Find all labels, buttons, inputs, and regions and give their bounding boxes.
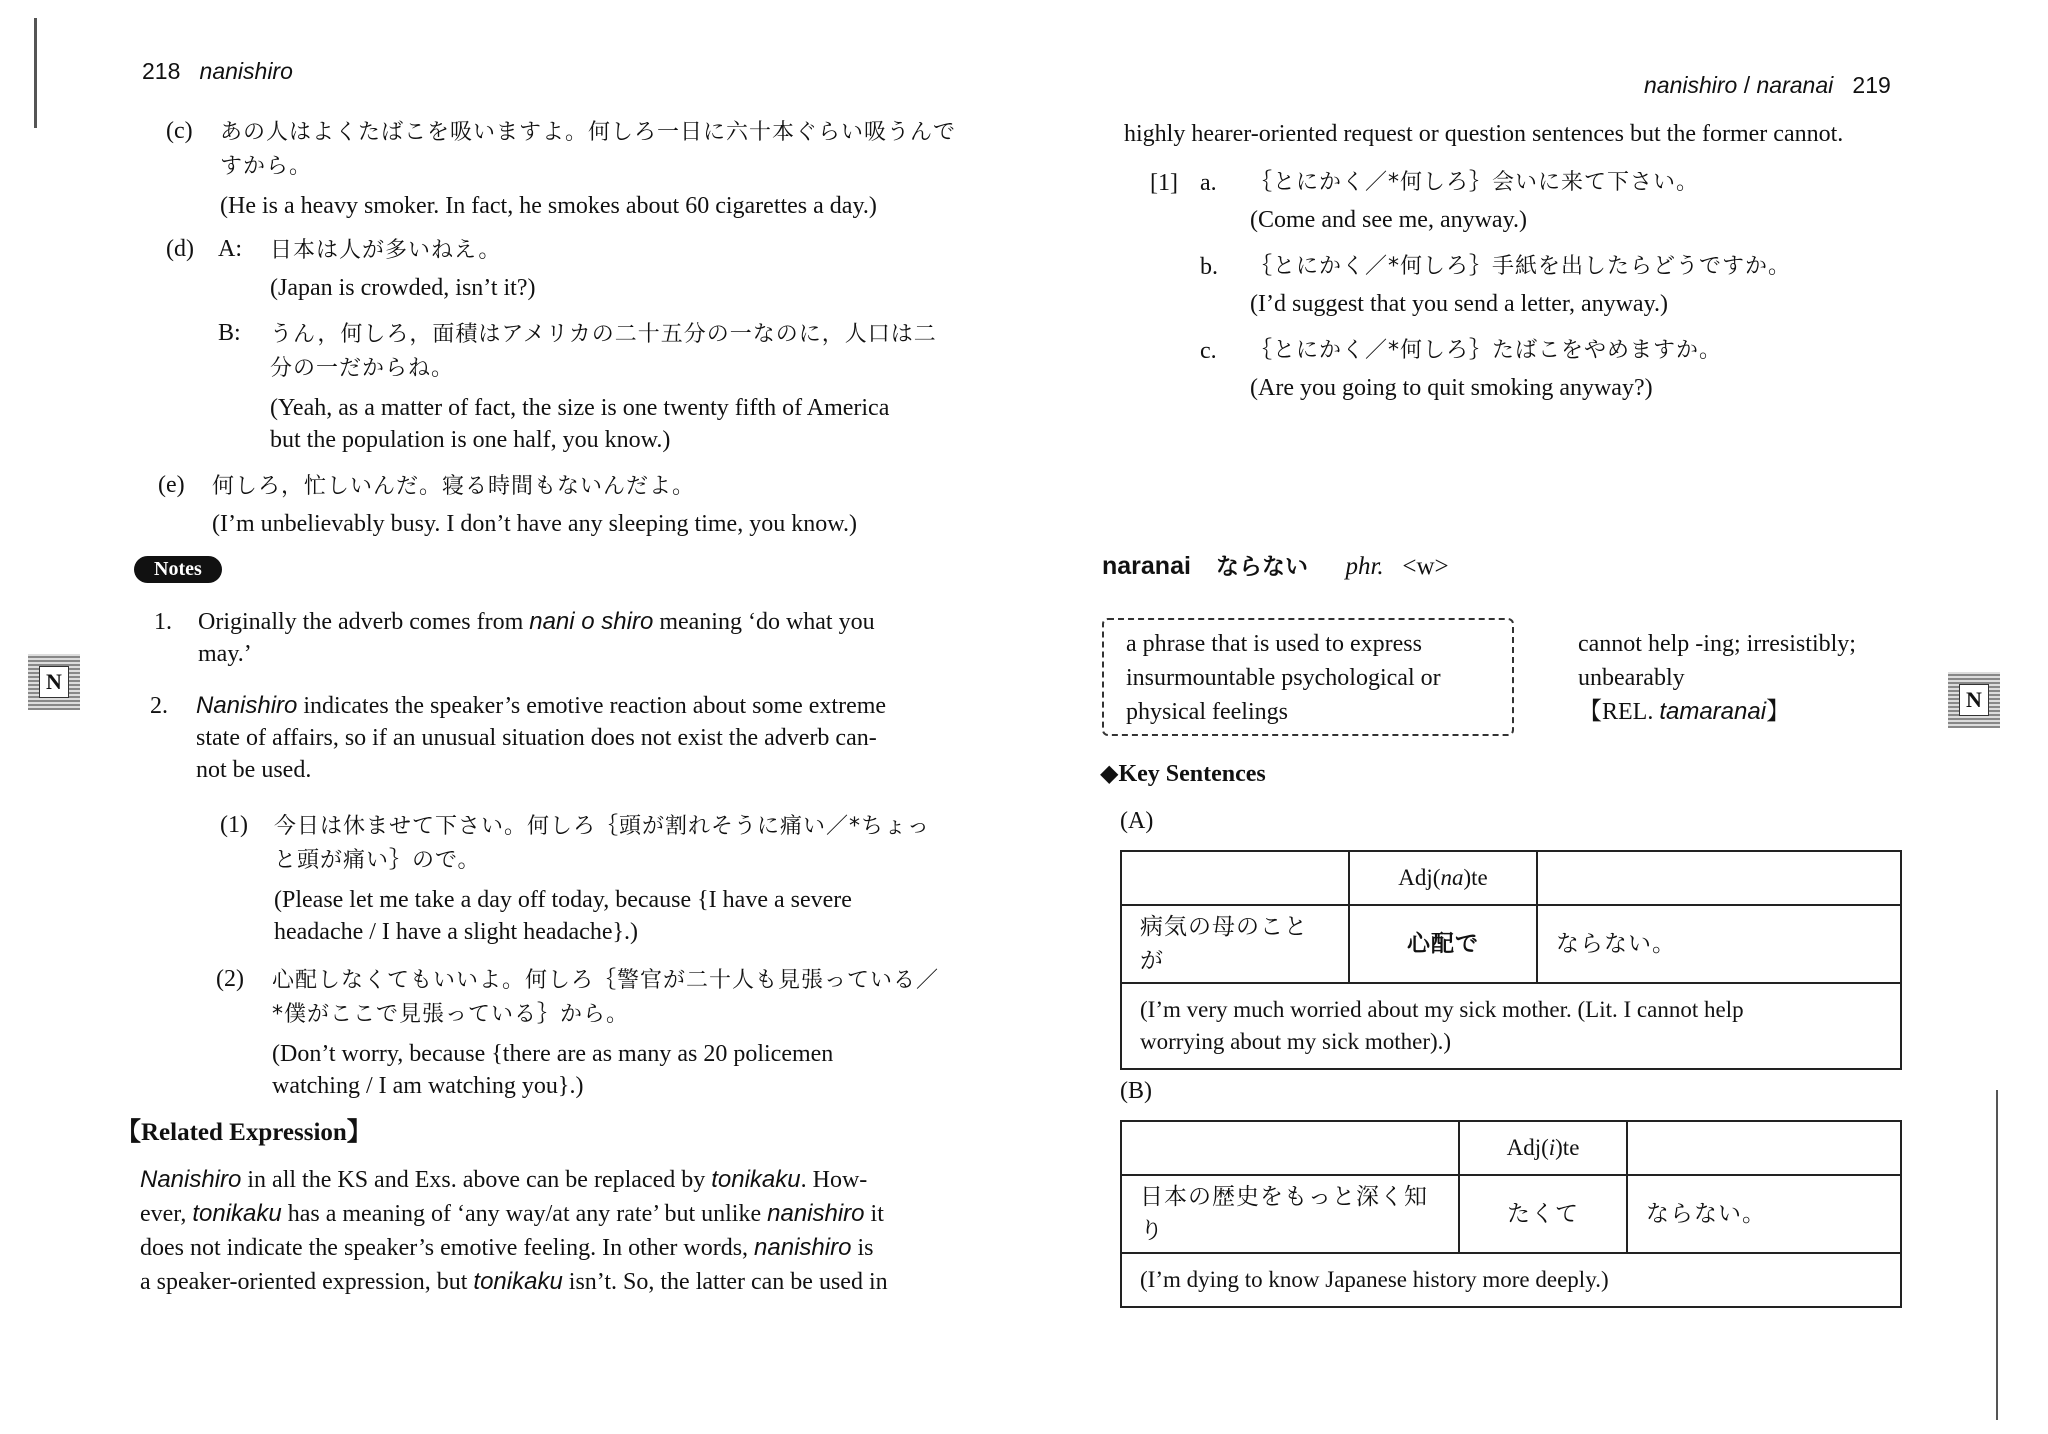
- key-sentence-table-a: [1120, 850, 1902, 1070]
- definition-line: physical feelings: [1126, 699, 1288, 725]
- example-jp: うん，何しろ，面積はアメリカの二十五分の一なのに，人口は二: [270, 322, 937, 347]
- translation-cell: (I’m dying to know Japanese history more deeply.): [1121, 1253, 1901, 1307]
- table-header-cell: Adj(i)te: [1459, 1121, 1627, 1175]
- sub-example-jp: 今日は休ませて下さい。何しろ｛頭が割れそうに痛い／*ちょっ: [274, 814, 931, 839]
- headword: naranai: [1102, 552, 1191, 580]
- table-cell: 日本の歴史をもっと深く知り: [1121, 1175, 1459, 1253]
- right-page: [1024, 0, 2048, 1434]
- related-text: a speaker-oriented expression, but tonikaku isn’t. So, the latter can be used in: [140, 1268, 888, 1295]
- example-jp: 日本は人が多いねえ。: [270, 238, 502, 263]
- table-cell: [1627, 1121, 1901, 1175]
- example-label: (d): [166, 236, 194, 262]
- note-text: state of affairs, so if an unusual situation does not exist the adverb can-: [196, 725, 877, 751]
- note-text: Nanishiro indicates the speaker’s emotive reaction about some extreme: [196, 692, 887, 719]
- register-tag: <w>: [1402, 553, 1449, 580]
- definition-line: insurmountable psychological or: [1126, 665, 1441, 691]
- table-cell: ならない。: [1537, 905, 1901, 983]
- continuation-text: highly hearer-oriented request or question sentences but the former cannot.: [1124, 121, 1844, 147]
- sub-example-en: watching / I am watching you}.): [272, 1073, 584, 1099]
- table-cell: たくて: [1459, 1175, 1627, 1253]
- right-header: nanishiro / naranai 219: [1644, 72, 1891, 98]
- sub-example-en: (Don’t worry, because {there are as many as 20 policemen: [272, 1041, 834, 1067]
- example-en: (Are you going to quit smoking anyway?): [1250, 375, 1653, 401]
- example-label: b.: [1200, 254, 1218, 280]
- table-cell: [1121, 1121, 1459, 1175]
- definition-line: a phrase that is used to express: [1126, 631, 1422, 657]
- example-en: (I’m unbelievably busy. I don’t have any sleeping time, you know.): [212, 511, 857, 537]
- example-en: (Come and see me, anyway.): [1250, 207, 1528, 233]
- key-sentence-label: (B): [1120, 1078, 1152, 1104]
- speaker-label: A:: [218, 236, 242, 262]
- thumb-index-letter: N: [39, 666, 69, 698]
- sub-example-en: headache / I have a slight headache}.): [274, 919, 638, 945]
- example-jp: あの人はよくたばこを吸いますよ。何しろ一日に六十本ぐらい吸うんで: [220, 120, 957, 145]
- part-of-speech: phr.: [1345, 553, 1384, 580]
- example-jp: ｛とにかく／*何しろ｝会いに来て下さい。: [1250, 170, 1700, 195]
- table-header-cell: Adj(na)te: [1349, 851, 1537, 905]
- translation-cell: (I’m very much worried about my sick mother. (Lit. I cannot help worrying about my sick mother).): [1121, 983, 1901, 1069]
- sub-example-label: (2): [216, 966, 244, 992]
- thumb-index-letter: N: [1959, 684, 1989, 716]
- example-en: (I’d suggest that you send a letter, anyway.): [1250, 291, 1669, 317]
- speaker-label: B:: [218, 320, 241, 346]
- entry-head: [1102, 548, 1449, 581]
- page-number: 219: [1852, 72, 1891, 98]
- notes-badge: Notes: [134, 556, 222, 583]
- sub-example-jp: 心配しなくてもいいよ。何しろ｛警官が二十人も見張っている／: [272, 968, 940, 993]
- sub-example-en: (Please let me take a day off today, because {I have a severe: [274, 887, 852, 913]
- gloss-text: unbearably: [1578, 665, 1685, 691]
- table-cell: ならない。: [1627, 1175, 1901, 1253]
- key-sentences-heading: ◆Key Sentences: [1100, 761, 1266, 787]
- related-text: Nanishiro in all the KS and Exs. above can be replaced by tonikaku. How-: [140, 1166, 868, 1193]
- table-cell: 病気の母のことが: [1121, 905, 1349, 983]
- related-entry: 【REL. tamaranai】: [1578, 698, 1791, 725]
- example-en: but the population is one half, you know.): [270, 427, 671, 453]
- example-en: (Yeah, as a matter of fact, the size is one twenty fifth of America: [270, 395, 890, 421]
- definition-box: [1102, 618, 1514, 736]
- thumb-index-tab: [28, 654, 80, 710]
- key-sentence-label: (A): [1120, 808, 1154, 834]
- page-number: 218: [142, 58, 181, 84]
- thumb-index-tab: [1948, 672, 2000, 728]
- note-number: 1.: [154, 609, 172, 635]
- example-jp: すから。: [220, 154, 313, 179]
- sub-example-jp: と頭が痛い｝ので。: [274, 848, 481, 873]
- related-heading: 【Related Expression】: [116, 1119, 372, 1146]
- table-cell: [1121, 851, 1349, 905]
- example-label: (e): [158, 472, 185, 498]
- related-text: ever, tonikaku has a meaning of ‘any way/at any rate’ but unlike nanishiro it: [140, 1200, 884, 1227]
- key-sentence-table-b: [1120, 1120, 1902, 1308]
- example-jp: ｛とにかく／*何しろ｝たばこをやめますか。: [1250, 338, 1723, 363]
- note-number: 2.: [150, 693, 168, 719]
- table-cell: [1537, 851, 1901, 905]
- example-en: (Japan is crowded, isn’t it?): [270, 275, 536, 301]
- note-text: not be used.: [196, 757, 312, 783]
- table-cell: 心配で: [1349, 905, 1537, 983]
- running-head: nanishiro: [199, 58, 293, 84]
- note-text: may.’: [198, 641, 252, 667]
- headword-kana: ならない: [1215, 554, 1308, 580]
- example-jp: 分の一だからね。: [270, 356, 455, 381]
- gloss-text: cannot help -ing; irresistibly;: [1578, 631, 1856, 657]
- related-text: does not indicate the speaker’s emotive feeling. In other words, nanishiro is: [140, 1234, 874, 1261]
- example-label: (c): [166, 118, 193, 144]
- example-jp: ｛とにかく／*何しろ｝手紙を出したらどうですか。: [1250, 254, 1792, 279]
- example-label: c.: [1200, 338, 1217, 364]
- scan-artifact: [34, 18, 37, 128]
- example-label: a.: [1200, 170, 1217, 196]
- example-jp: 何しろ，忙しいんだ。寝る時間もないんだよ。: [212, 474, 696, 499]
- example-en: (He is a heavy smoker. In fact, he smokes about 60 cigarettes a day.): [220, 193, 877, 219]
- sub-example-label: (1): [220, 812, 248, 838]
- sub-example-jp: *僕がここで見張っている｝から。: [272, 1002, 630, 1027]
- scan-artifact: [1996, 1090, 1998, 1420]
- note-text: Originally the adverb comes from nani o shiro meaning ‘do what you: [198, 608, 875, 635]
- example-number: [1]: [1150, 170, 1178, 196]
- left-header: [142, 58, 293, 85]
